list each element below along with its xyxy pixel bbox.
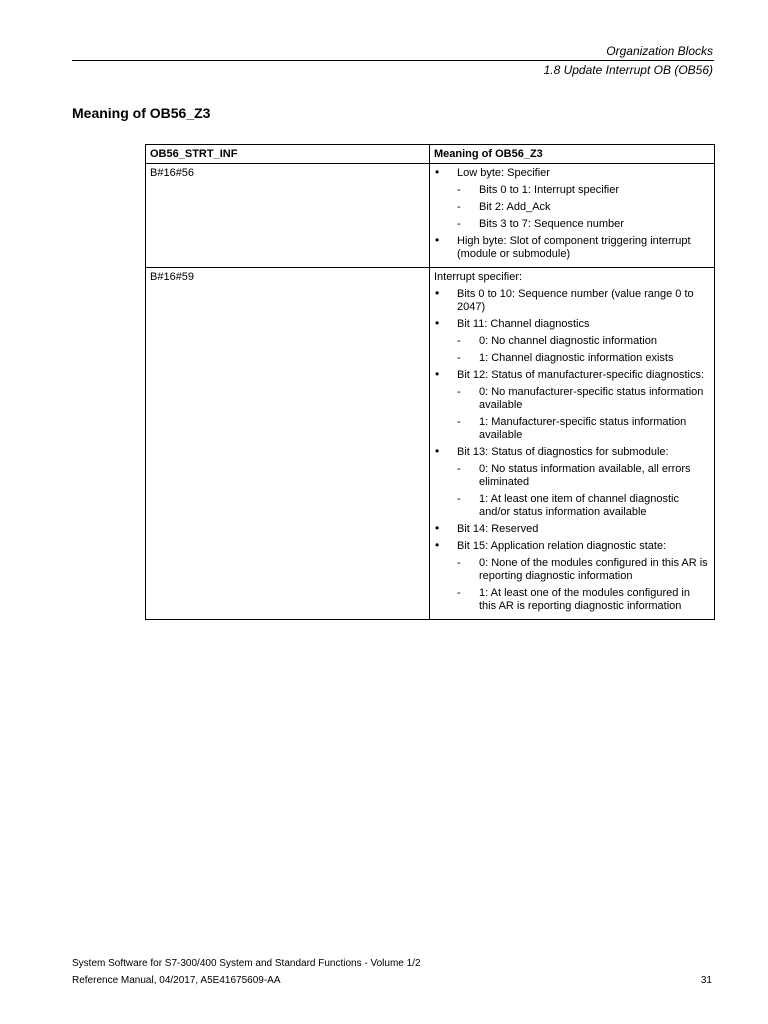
dash-marker: - [457,201,461,213]
dash-marker: - [457,416,461,428]
meaning-bullet-item [434,369,710,386]
strt-inf-value: B#16#59 [146,268,430,620]
bullet-marker: • [435,233,440,247]
item-text: Bit 2: Add_Ack [479,201,551,213]
item-text: 0: No status information available, all errors eliminated [479,463,691,488]
table-row [146,164,715,268]
dash-marker: - [457,218,461,230]
meaning-sub-item [434,493,710,523]
meaning-bullet-item [434,318,710,335]
item-text: High byte: Slot of component triggering interrupt (module or submodule) [457,235,691,260]
meaning-sub-item [434,463,710,493]
bullet-marker: • [435,444,440,458]
meaning-bullet-item [434,288,710,318]
item-text: Bits 0 to 10: Sequence number (value range 0 to 2047) [457,288,694,313]
item-text: Bit 15: Application relation diagnostic state: [457,540,667,552]
meaning-sub-item [434,218,710,235]
dash-marker: - [457,386,461,398]
dash-marker: - [457,493,461,505]
dash-marker: - [457,463,461,475]
dash-marker: - [457,352,461,364]
meaning-sub-item [434,587,710,617]
item-text: Bit 11: Channel diagnostics [457,318,590,330]
meaning-text: Interrupt specifier: [434,271,523,283]
meaning-bullet-item [434,167,710,184]
header-divider [72,60,714,61]
header-section-title: 1.8 Update Interrupt OB (OB56) [543,63,713,77]
item-text: 1: At least one item of channel diagnostic and/or status information available [479,493,679,518]
meaning-bullet-item [434,523,710,540]
header-chapter-title: Organization Blocks [606,44,713,58]
page-heading: Meaning of OB56_Z3 [72,105,211,121]
meaning-bullet-item [434,540,710,557]
item-text: Bits 3 to 7: Sequence number [479,218,624,230]
meaning-cell [430,164,715,268]
item-text: 1: At least one of the modules configured in this AR is reporting diagnostic information [479,587,690,612]
ob56-z3-table [145,144,715,620]
footer-document-title: System Software for S7-300/400 System and Standard Functions - Volume 1/2 [72,958,421,969]
strt-inf-value: B#16#56 [146,164,430,268]
meaning-sub-item [434,335,710,352]
meaning-bullet-item [434,446,710,463]
page-number: 31 [700,975,712,986]
bullet-marker: • [435,521,440,535]
bullet-marker: • [435,538,440,552]
meaning-sub-item [434,201,710,218]
bullet-marker: • [435,165,440,179]
item-text: 0: None of the modules configured in this AR is reporting diagnostic information [479,557,708,582]
item-text: 1: Manufacturer-specific status information available [479,416,687,441]
item-text: Low byte: Specifier [457,167,550,179]
bullet-marker: • [435,316,440,330]
item-text: 0: No manufacturer-specific status information available [479,386,704,411]
meaning-sub-item [434,352,710,369]
meaning-sub-item [434,386,710,416]
dash-marker: - [457,557,461,569]
dash-marker: - [457,335,461,347]
footer-manual-info: Reference Manual, 04/2017, A5E41675609-AA [72,975,281,986]
table-body [146,164,715,620]
dash-marker: - [457,587,461,599]
meaning-bullet-item [434,235,710,265]
bullet-marker: • [435,286,440,300]
bullet-marker: • [435,367,440,381]
item-text: 1: Channel diagnostic information exists [479,352,674,364]
table-header-row [146,145,715,164]
item-text: Bit 14: Reserved [457,523,539,535]
column-header-strt-inf: OB56_STRT_INF [146,145,430,164]
item-text: Bit 13: Status of diagnostics for submodule: [457,446,669,458]
item-text: 0: No channel diagnostic information [479,335,657,347]
dash-marker: - [457,184,461,196]
table-row [146,268,715,620]
meaning-sub-item [434,184,710,201]
meaning-sub-item [434,416,710,446]
column-header-meaning: Meaning of OB56_Z3 [430,145,715,164]
item-text: Bit 12: Status of manufacturer-specific diagnostics: [457,369,705,381]
meaning-cell [430,268,715,620]
item-text: Bits 0 to 1: Interrupt specifier [479,184,620,196]
meaning-sub-item [434,557,710,587]
